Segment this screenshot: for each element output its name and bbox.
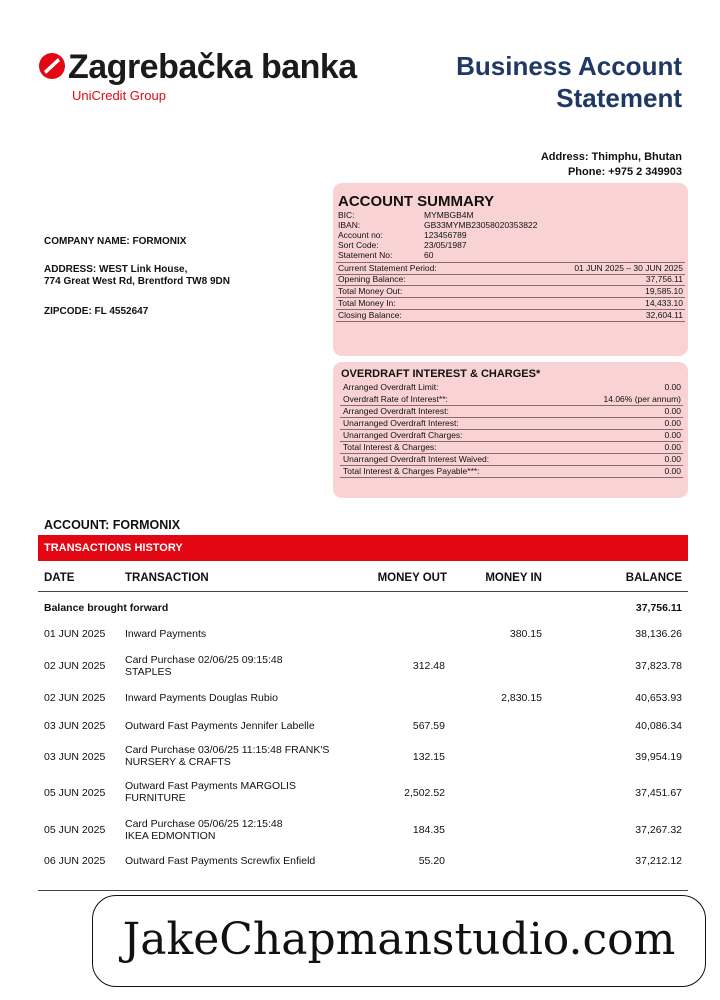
summary-detail: Statement No: 60	[338, 250, 434, 260]
bank-logo	[38, 48, 357, 108]
overdraft-row: Unarranged Overdraft Charges: 0.00	[340, 430, 683, 442]
bank-name: Zagrebačka banka	[68, 48, 357, 86]
summary-row: Total Money Out: 19,585.10	[338, 286, 683, 296]
col-transaction: TRANSACTION	[125, 572, 209, 584]
overdraft-row: Unarranged Overdraft Interest Waived: 0.00	[340, 454, 683, 466]
table-bottom-divider	[38, 890, 688, 891]
summary-detail: Sort Code: 23/05/1987	[338, 240, 467, 250]
document-title: Business Account Statement	[456, 51, 682, 113]
overdraft-row: Arranged Overdraft Interest: 0.00	[340, 406, 683, 418]
col-money-out: MONEY OUT	[377, 572, 447, 584]
overdraft-row: Overdraft Rate of Interest**: 14.06% (per annum)	[340, 394, 683, 406]
col-date: DATE	[44, 572, 75, 584]
summary-detail: Account no: 123456789	[338, 230, 467, 240]
bank-contact	[422, 150, 682, 180]
company-zipcode: ZIPCODE: FL 4552647	[44, 306, 149, 317]
watermark: JakeChapmanstudio.com	[92, 895, 706, 987]
bank-group: UniCredit Group	[72, 88, 166, 103]
bank-address: Address: Thimphu, Bhutan	[540, 151, 682, 163]
summary-row: Current Statement Period: 01 JUN 2025 – 30 JUN 2025	[338, 263, 683, 273]
company-name: COMPANY NAME: FORMONIX	[44, 236, 187, 247]
overdraft-charges	[333, 362, 688, 498]
col-money-in: MONEY IN	[485, 572, 542, 584]
overdraft-row: Unarranged Overdraft Interest: 0.00	[340, 418, 683, 430]
unicredit-logo-icon	[38, 52, 66, 80]
company-address: ADDRESS: WEST Link House, 774 Great West Rd, Brentford TW8 9DN	[44, 264, 230, 287]
overdraft-row: Arranged Overdraft Limit: 0.00	[343, 382, 681, 392]
account-summary	[333, 183, 688, 356]
overdraft-row: Total Interest & Charges: 0.00	[340, 442, 683, 454]
bank-phone: Phone: +975 2 349903	[567, 166, 682, 178]
summary-detail: BIC: MYMBGB4M	[338, 210, 474, 220]
overdraft-row: Total Interest & Charges Payable***: 0.00	[340, 466, 683, 478]
summary-row: Opening Balance: 37,756.11	[338, 274, 683, 284]
col-balance: BALANCE	[625, 572, 682, 584]
transactions-history-bar: TRANSACTIONS HISTORY	[38, 535, 688, 561]
summary-title: ACCOUNT SUMMARY	[338, 193, 495, 210]
account-label: ACCOUNT: FORMONIX	[44, 518, 181, 532]
overdraft-title: OVERDRAFT INTEREST & CHARGES*	[341, 368, 541, 380]
summary-row: Closing Balance: 32,604.11	[338, 310, 683, 320]
summary-detail: IBAN: GB33MYMB23058020353822	[338, 220, 538, 230]
summary-row: Total Money In: 14,433.10	[338, 298, 683, 308]
header-divider	[38, 591, 688, 592]
